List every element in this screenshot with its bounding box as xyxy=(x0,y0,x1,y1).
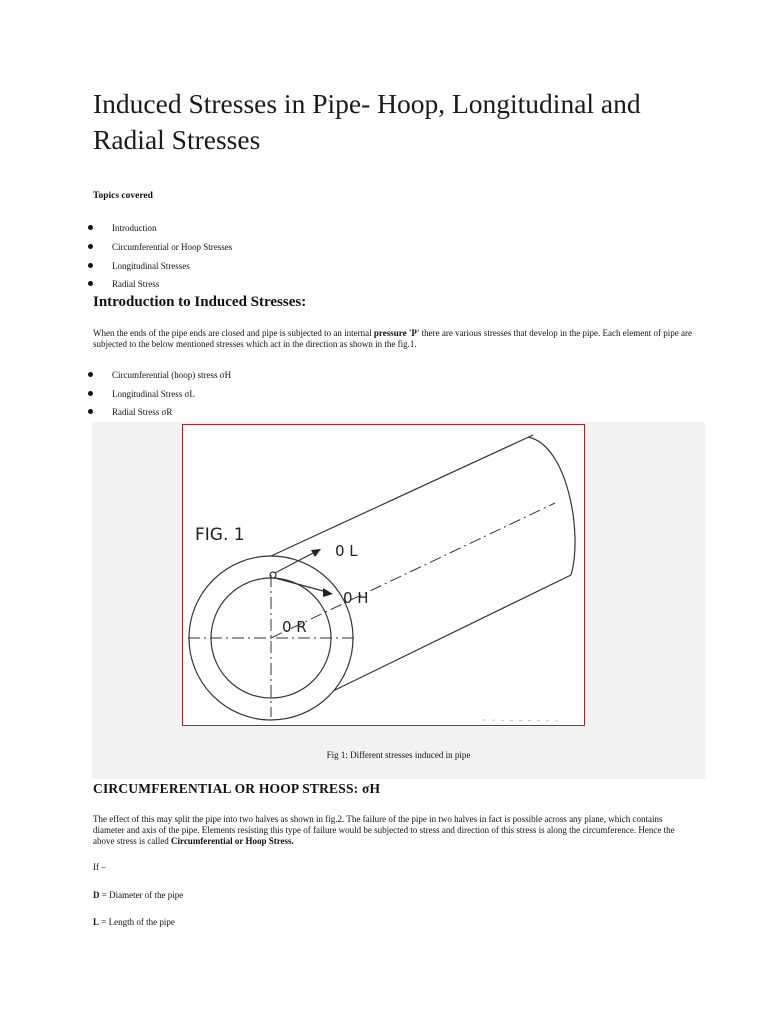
scan-mark xyxy=(483,720,563,721)
list-item xyxy=(0,240,500,254)
fig-label: FIG. 1 xyxy=(195,525,245,545)
list-item-text: Introduction xyxy=(112,223,157,233)
list-item xyxy=(0,368,500,382)
list-item xyxy=(0,259,500,273)
list-item-text: Circumferential (hoop) stress σH xyxy=(112,370,232,380)
bullet-icon xyxy=(88,244,93,249)
hoop-paragraph xyxy=(93,814,693,847)
intro-paragraph xyxy=(93,328,693,350)
list-item-text: Longitudinal Stresses xyxy=(112,261,190,271)
label-sigma-h: 0 H xyxy=(343,589,369,607)
bullet-icon xyxy=(88,263,93,268)
bullet-icon xyxy=(88,225,93,230)
bullet-icon xyxy=(88,391,93,396)
list-item xyxy=(0,221,500,235)
definition-text: = Length of the pipe xyxy=(99,917,175,927)
list-item xyxy=(0,405,500,419)
page-title: Induced Stresses in Pipe- Hoop, Longitudinal and Radial Stresses xyxy=(93,88,641,155)
definition-symbol: L xyxy=(93,917,100,927)
label-sigma-l: 0 L xyxy=(335,542,358,560)
pipe-top-edge xyxy=(271,435,533,556)
list-item-text: Radial Stress σR xyxy=(112,407,173,417)
pipe-diagram xyxy=(183,425,583,725)
definition-symbol: D xyxy=(93,890,100,900)
definition-diameter xyxy=(93,890,693,901)
list-item xyxy=(0,387,500,401)
arrow-l xyxy=(275,552,315,573)
intro-text-before: When the ends of the pipe ends are closed and pipe is subjected to an internal xyxy=(93,328,374,338)
figure-frame xyxy=(182,424,585,726)
list-item-text: Radial Stress xyxy=(112,279,160,289)
list-item xyxy=(0,277,500,291)
list-item-text: Longitudinal Stress σL xyxy=(112,389,195,399)
definition-length xyxy=(93,917,693,928)
hoop-text-bold: Circumferential or Hoop Stress. xyxy=(170,836,294,846)
figure xyxy=(92,422,705,779)
bullet-icon xyxy=(88,281,93,286)
hoop-text: The effect of this may split the pipe into two halves as shown in fig.2. The failure of the pipe in two halves in fact is possible across any plane, which contains diameter and axis of the pipe. Elements resisting this type of failure would be subjected to stress and direction of this stress is along the circumference. Hence the above stress is called xyxy=(93,814,675,846)
intro-text-bold: pressure 'P' xyxy=(373,328,420,338)
arrow-h xyxy=(275,578,327,592)
pipe-bottom-edge xyxy=(333,575,571,691)
if-line: If – xyxy=(93,862,106,872)
intro-text-after: there are various stresses that develop in the pipe. Each element of pipe are subjected to the below mentioned stresses which act in the direction as shown in the fig.1. xyxy=(93,328,692,349)
hoop-stress-heading: CIRCUMFERENTIAL OR HOOP STRESS: σH xyxy=(93,781,381,796)
pipe-far-end-arc xyxy=(528,437,575,575)
arrowhead-h xyxy=(323,588,333,597)
list-item-text: Circumferential or Hoop Stresses xyxy=(112,242,233,252)
bullet-icon xyxy=(88,372,93,377)
figure-caption: Fig 1: Different stresses induced in pipe xyxy=(326,750,471,760)
label-sigma-r: 0 R xyxy=(282,618,307,636)
definition-text: = Diameter of the pipe xyxy=(99,890,184,900)
axis-centerline xyxy=(271,503,555,638)
bullet-icon xyxy=(88,409,93,414)
topics-heading: Topics covered xyxy=(93,191,153,201)
intro-heading: Introduction to Induced Stresses: xyxy=(93,294,307,310)
